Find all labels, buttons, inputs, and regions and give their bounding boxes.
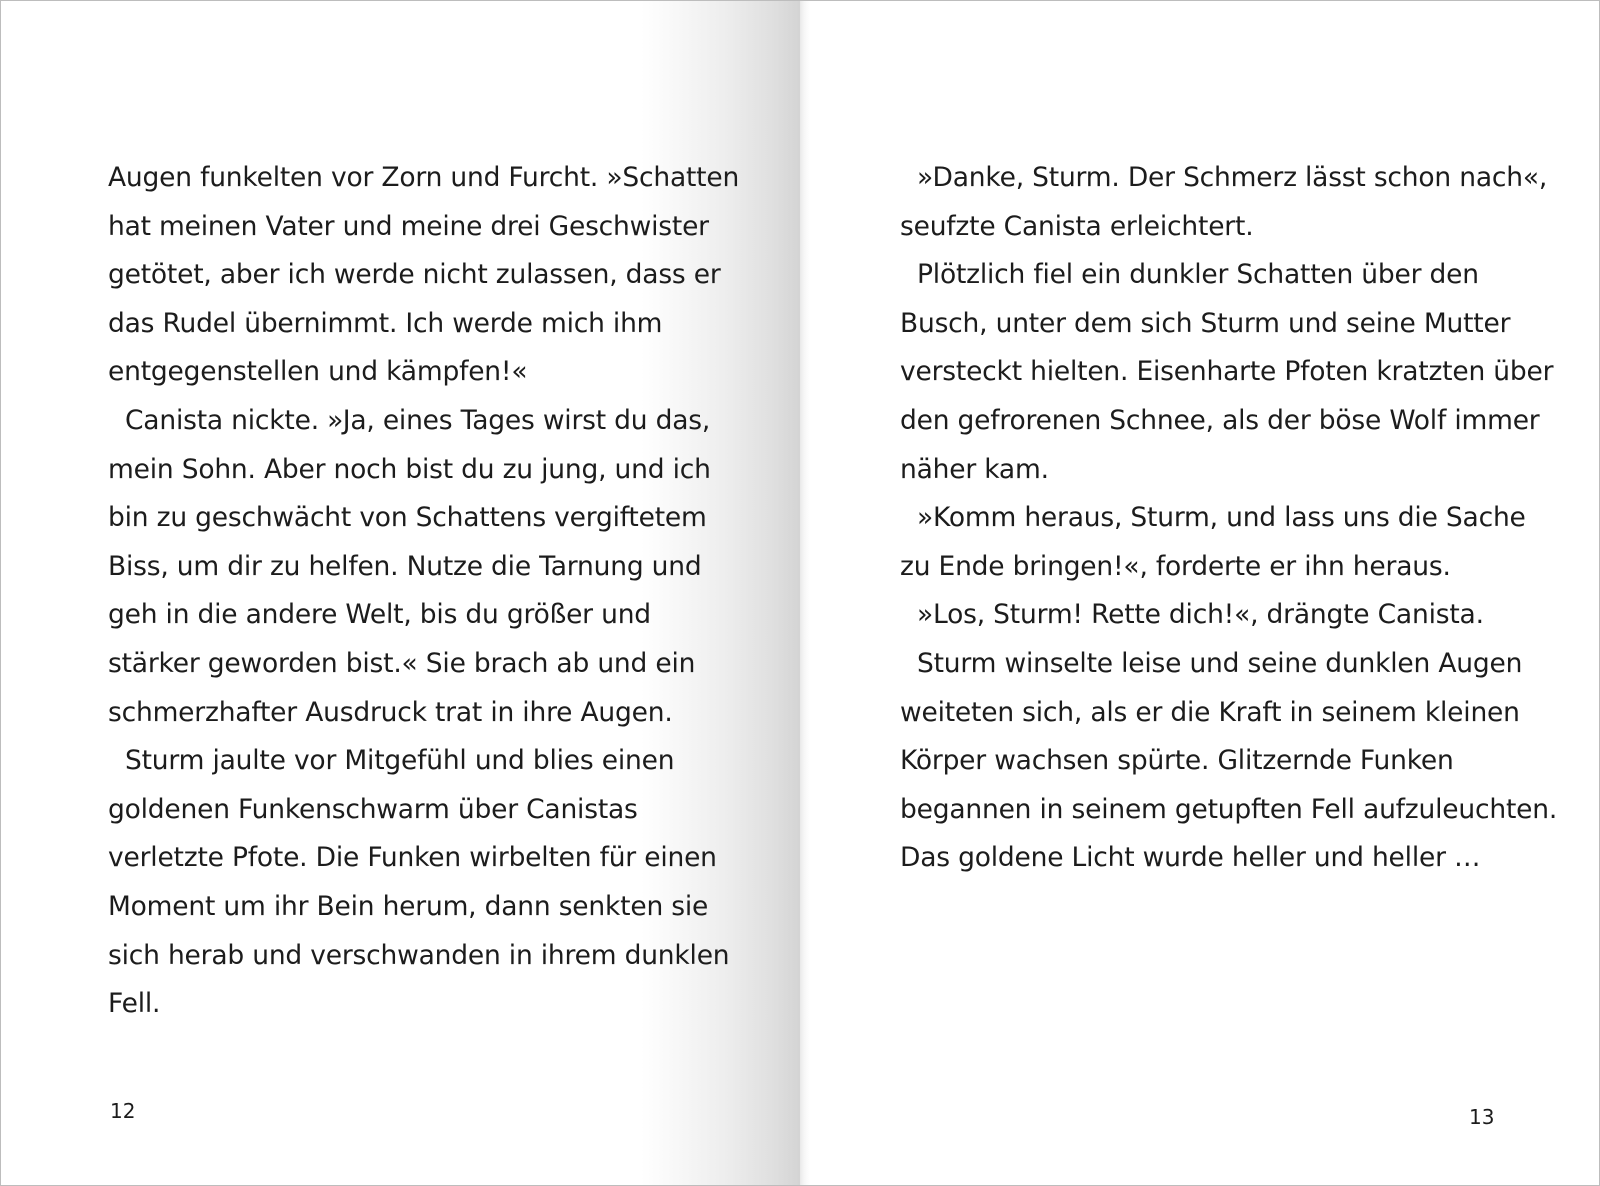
text-line: sich herab und verschwanden in ihrem dunklen bbox=[108, 939, 730, 971]
text-line: Plötzlich fiel ein dunkler Schatten über den bbox=[917, 259, 1479, 291]
text-line: Busch, unter dem sich Sturm und seine Mutter bbox=[900, 307, 1511, 339]
text-line: mein Sohn. Aber noch bist du zu jung, und ich bbox=[108, 453, 711, 485]
text-line: geh in die andere Welt, bis du größer und bbox=[108, 599, 651, 631]
text-line: versteckt hielten. Eisenharte Pfoten kratzten über bbox=[900, 356, 1554, 388]
text-line: verletzte Pfote. Die Funken wirbelten für einen bbox=[108, 842, 717, 874]
text-line: goldenen Funkenschwarm über Canistas bbox=[108, 793, 638, 825]
text-line: Augen funkelten vor Zorn und Furcht. »Schatten bbox=[108, 162, 740, 193]
text-line: »Komm heraus, Sturm, und lass uns die Sache bbox=[917, 502, 1526, 534]
text-line: zu Ende bringen!«, forderte er ihn heraus. bbox=[900, 550, 1451, 582]
text-line: weiteten sich, als er die Kraft in seinem kleinen bbox=[900, 696, 1520, 728]
text-line: hat meinen Vater und meine drei Geschwister bbox=[108, 210, 709, 242]
text-line: schmerzhafter Ausdruck trat in ihre Augen. bbox=[108, 696, 673, 728]
text-line: stärker geworden bist.« Sie brach ab und ein bbox=[108, 647, 696, 679]
left-page-text bbox=[108, 154, 740, 1029]
right-page-text bbox=[900, 154, 1558, 883]
text-line: »Danke, Sturm. Der Schmerz lässt schon nach«, bbox=[917, 162, 1548, 193]
right-page bbox=[800, 1, 1599, 1185]
text-line: Biss, um dir zu helfen. Nutze die Tarnung und bbox=[108, 550, 702, 582]
text-line: näher kam. bbox=[900, 453, 1049, 485]
text-line: Fell. bbox=[108, 988, 161, 1020]
text-line: entgegenstellen und kämpfen!« bbox=[108, 356, 528, 388]
text-line: getötet, aber ich werde nicht zulassen, dass er bbox=[108, 259, 721, 291]
text-line: Sturm jaulte vor Mitgefühl und blies einen bbox=[125, 745, 675, 777]
page-number-right: 13 bbox=[1469, 1105, 1495, 1129]
text-line: das Rudel übernimmt. Ich werde mich ihm bbox=[108, 307, 663, 339]
text-line: seufzte Canista erleichtert. bbox=[900, 210, 1254, 242]
left-page bbox=[1, 1, 800, 1185]
text-line: Canista nickte. »Ja, eines Tages wirst du das, bbox=[125, 404, 711, 436]
text-line: Sturm winselte leise und seine dunklen Augen bbox=[917, 647, 1523, 679]
text-line: begannen in seinem getupften Fell aufzuleuchten. bbox=[900, 793, 1558, 825]
text-line: »Los, Sturm! Rette dich!«, drängte Canista. bbox=[917, 599, 1484, 631]
text-line: Das goldene Licht wurde heller und heller … bbox=[900, 842, 1481, 874]
text-line: bin zu geschwächt von Schattens vergiftetem bbox=[108, 502, 707, 534]
text-line: Moment um ihr Bein herum, dann senkten sie bbox=[108, 890, 709, 922]
text-line: Körper wachsen spürte. Glitzernde Funken bbox=[900, 745, 1454, 777]
page-number-left: 12 bbox=[110, 1099, 136, 1123]
text-line: den gefrorenen Schnee, als der böse Wolf immer bbox=[900, 404, 1540, 436]
